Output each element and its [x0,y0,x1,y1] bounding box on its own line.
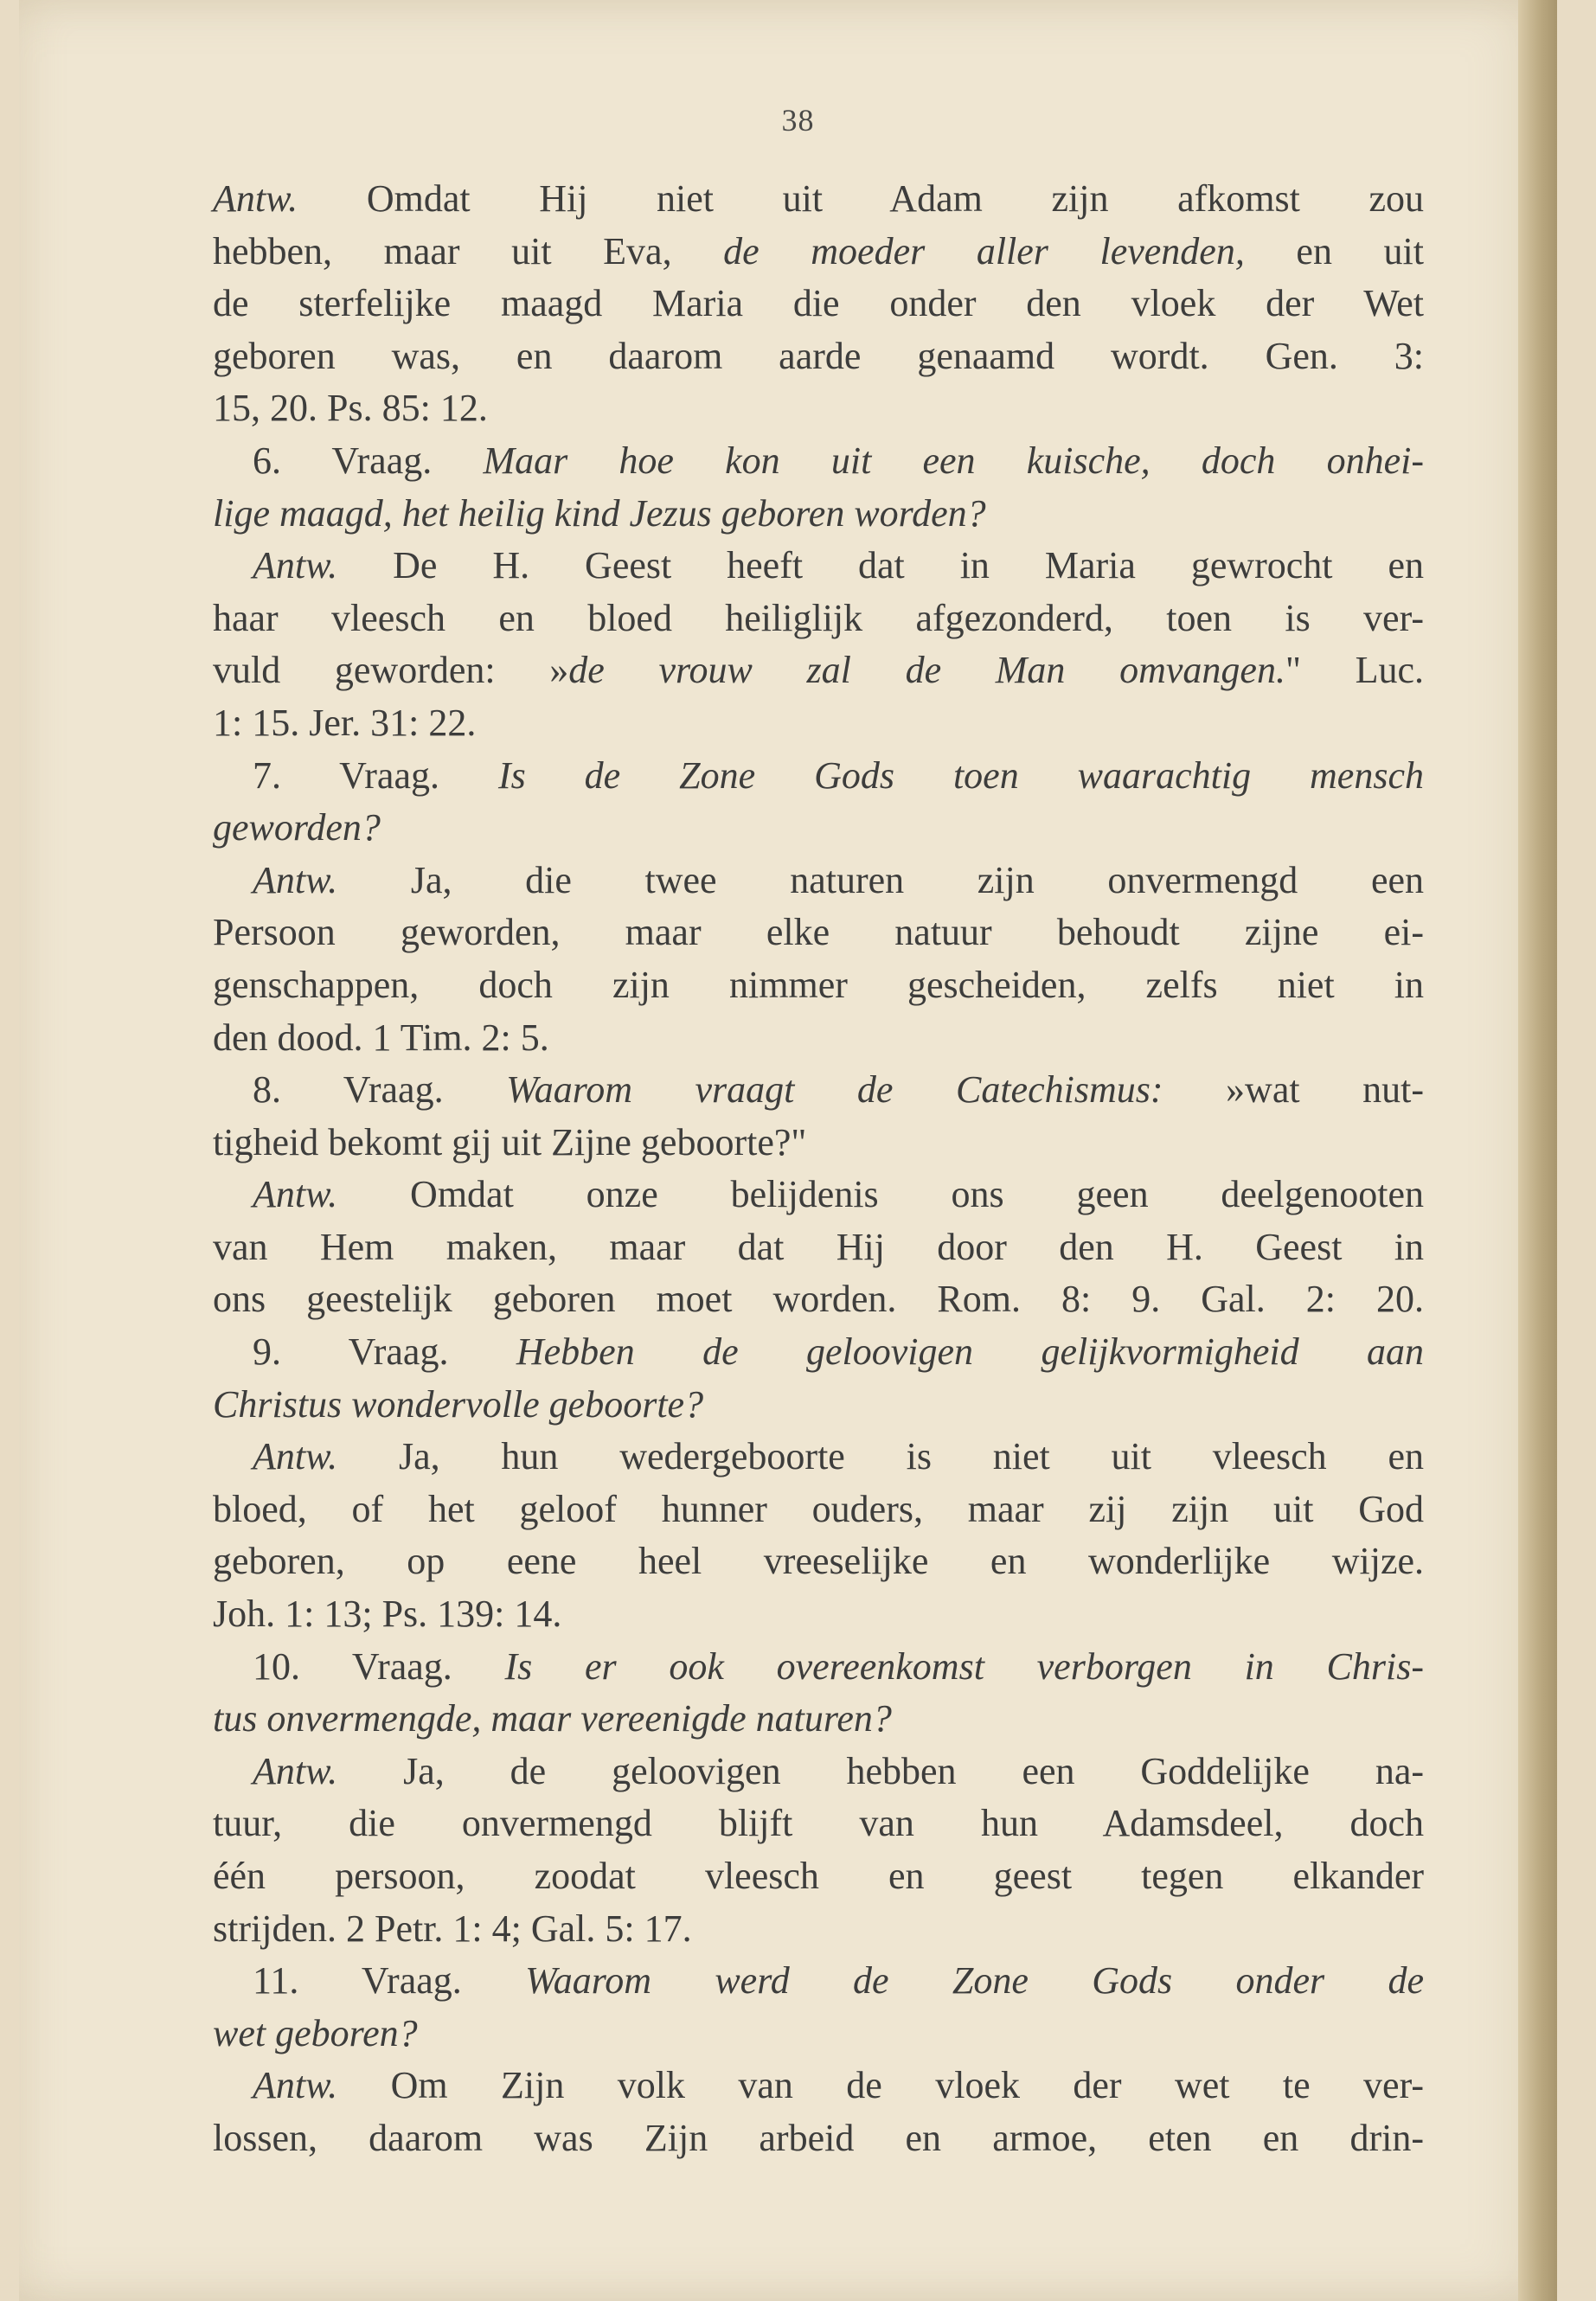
page-number: 38 [781,103,815,138]
italic-text: wet geboren? [213,2011,418,2054]
text-line [213,907,1424,959]
text-line [213,1169,1424,1221]
text-segment: 11. Vraag. [253,1959,526,2003]
text-line [213,750,1424,803]
text-segment: tuur, die onvermengd blijft van hun Adamsdeel, doch [213,1802,1424,1845]
italic-text: tus onvermengde, maar vereenigde naturen? [213,1697,892,1740]
text-segment: haar vleesch en bloed heiliglijk afgezonderd, toen is ver- [213,596,1424,639]
text-line [213,435,1424,488]
text-line [213,488,1424,541]
text-segment: den dood. 1 Tim. 2: 5. [213,1016,549,1059]
text-segment: Ja, de geloovigen hebben een Goddelijke na- [337,1749,1424,1792]
italic-text: Waarom vraagt de Catechismus: [506,1068,1163,1112]
italic-text: lige maagd, het heilig kind Jezus geboren worden? [213,491,986,535]
text-line [213,855,1424,907]
italic-text: Antw. [253,1749,338,1792]
text-line [213,278,1424,330]
text-segment: »wat nut- [1163,1068,1424,1112]
text-line [213,1588,1424,1641]
text-line [213,2008,1424,2061]
italic-text: Waarom werd de Zone Gods onder de [525,1959,1425,2003]
text-segment: hebben, maar uit Eva, [213,229,724,272]
italic-text: Is de Zone Gods toen waarachtig mensch [497,753,1424,797]
text-line [213,1850,1424,1903]
text-segment: Omdat onze belijdenis ons geen deelgenooten [337,1173,1424,1216]
text-segment: lossen, daarom was Zijn arbeid en armoe, eten en drin- [213,2116,1424,2159]
text-segment: tigheid bekomt gij uit Zijne geboorte?" [213,1120,807,1163]
text-segment: Ja, hun wedergeboorte is niet uit vleesch en [337,1435,1424,1478]
page-spine-shadow [1518,0,1557,2301]
text-segment: geboren, op eene heel vreeselijke en wonderlijke wijze. [213,1540,1424,1583]
text-segment: De H. Geest heeft dat in Maria gewrocht en [337,544,1424,587]
catechism-text [213,173,1424,2165]
text-line [213,1326,1424,1379]
text-line [213,2112,1424,2165]
italic-text: de moeder aller levenden, [723,229,1245,272]
text-line [213,2060,1424,2112]
text-segment: Omdat Hij niet uit Adam zijn afkomst zou [298,177,1424,220]
text-segment: bloed, of het geloof hunner ouders, maar zij zijn uit God [213,1487,1424,1530]
text-segment: Om Zijn volk van de vloek der wet te ver- [337,2064,1424,2107]
text-line [213,1484,1424,1536]
text-line [213,1064,1424,1117]
text-segment: de sterfelijke maagd Maria die onder den vloek der Wet [213,282,1424,325]
text-line [213,1955,1424,2008]
text-line [213,1431,1424,1484]
text-segment: strijden. 2 Petr. 1: 4; Gal. 5: 17. [213,1907,692,1950]
text-segment: " Luc. [1285,649,1424,692]
italic-text: Antw. [253,2064,338,2107]
text-line [213,540,1424,593]
text-segment: genschappen, doch zijn nimmer gescheiden, zelfs niet in [213,963,1424,1006]
text-line [213,644,1424,697]
text-segment: ons geestelijk geboren moet worden. Rom. 8: 9. Gal. 2: 20. [213,1278,1424,1321]
italic-text: Antw. [253,1435,338,1478]
italic-text: Christus wondervolle geboorte? [213,1382,704,1426]
text-line [213,1535,1424,1588]
text-line [213,593,1424,645]
text-line [213,1746,1424,1798]
text-segment: Persoon geworden, maar elke natuur behoudt zijne ei- [213,911,1424,954]
italic-text: Is er ook overeenkomst verborgen in Chris- [504,1644,1424,1688]
text-segment: 7. Vraag. [253,753,498,797]
text-segment: Ja, die twee naturen zijn onvermengd een [337,858,1424,901]
italic-text: Antw. [213,177,298,220]
text-line [213,1641,1424,1694]
text-line [213,330,1424,383]
text-segment: vuld geworden: » [213,649,569,692]
italic-text: geworden? [213,806,381,849]
text-line [213,173,1424,226]
text-line [213,1221,1424,1274]
italic-text: Antw. [253,544,338,587]
text-segment: Joh. 1: 13; Ps. 139: 14. [213,1593,562,1636]
text-segment: één persoon, zoodat vleesch en geest tegen elkander [213,1855,1424,1897]
text-line [213,1273,1424,1326]
text-line [213,1379,1424,1432]
text-line [213,1117,1424,1170]
italic-text: Maar hoe kon uit een kuische, doch onhei- [483,439,1424,482]
text-segment: 8. Vraag. [253,1068,507,1112]
italic-text: de vrouw zal de Man omvangen. [568,649,1285,692]
text-line [213,1693,1424,1746]
text-segment: 9. Vraag. [253,1330,516,1374]
text-line [213,226,1424,279]
text-line [213,959,1424,1012]
italic-text: Antw. [253,858,338,901]
italic-text: Hebben de geloovigen gelijkvormigheid aan [516,1330,1424,1374]
text-line [213,1012,1424,1065]
text-line [213,1798,1424,1850]
text-segment: 15, 20. Ps. 85: 12. [213,387,488,430]
text-segment: en uit [1244,229,1424,272]
text-line [213,1903,1424,1956]
text-segment: 10. Vraag. [253,1644,505,1688]
text-segment: 1: 15. Jer. 31: 22. [213,701,477,744]
text-segment: 6. Vraag. [253,439,484,482]
italic-text: Antw. [253,1173,338,1216]
text-line [213,697,1424,750]
text-line [213,802,1424,855]
text-segment: van Hem maken, maar dat Hij door den H. Geest in [213,1225,1424,1268]
text-segment: geboren was, en daarom aarde genaamd wordt. Gen. 3: [213,334,1424,377]
text-line [213,382,1424,435]
